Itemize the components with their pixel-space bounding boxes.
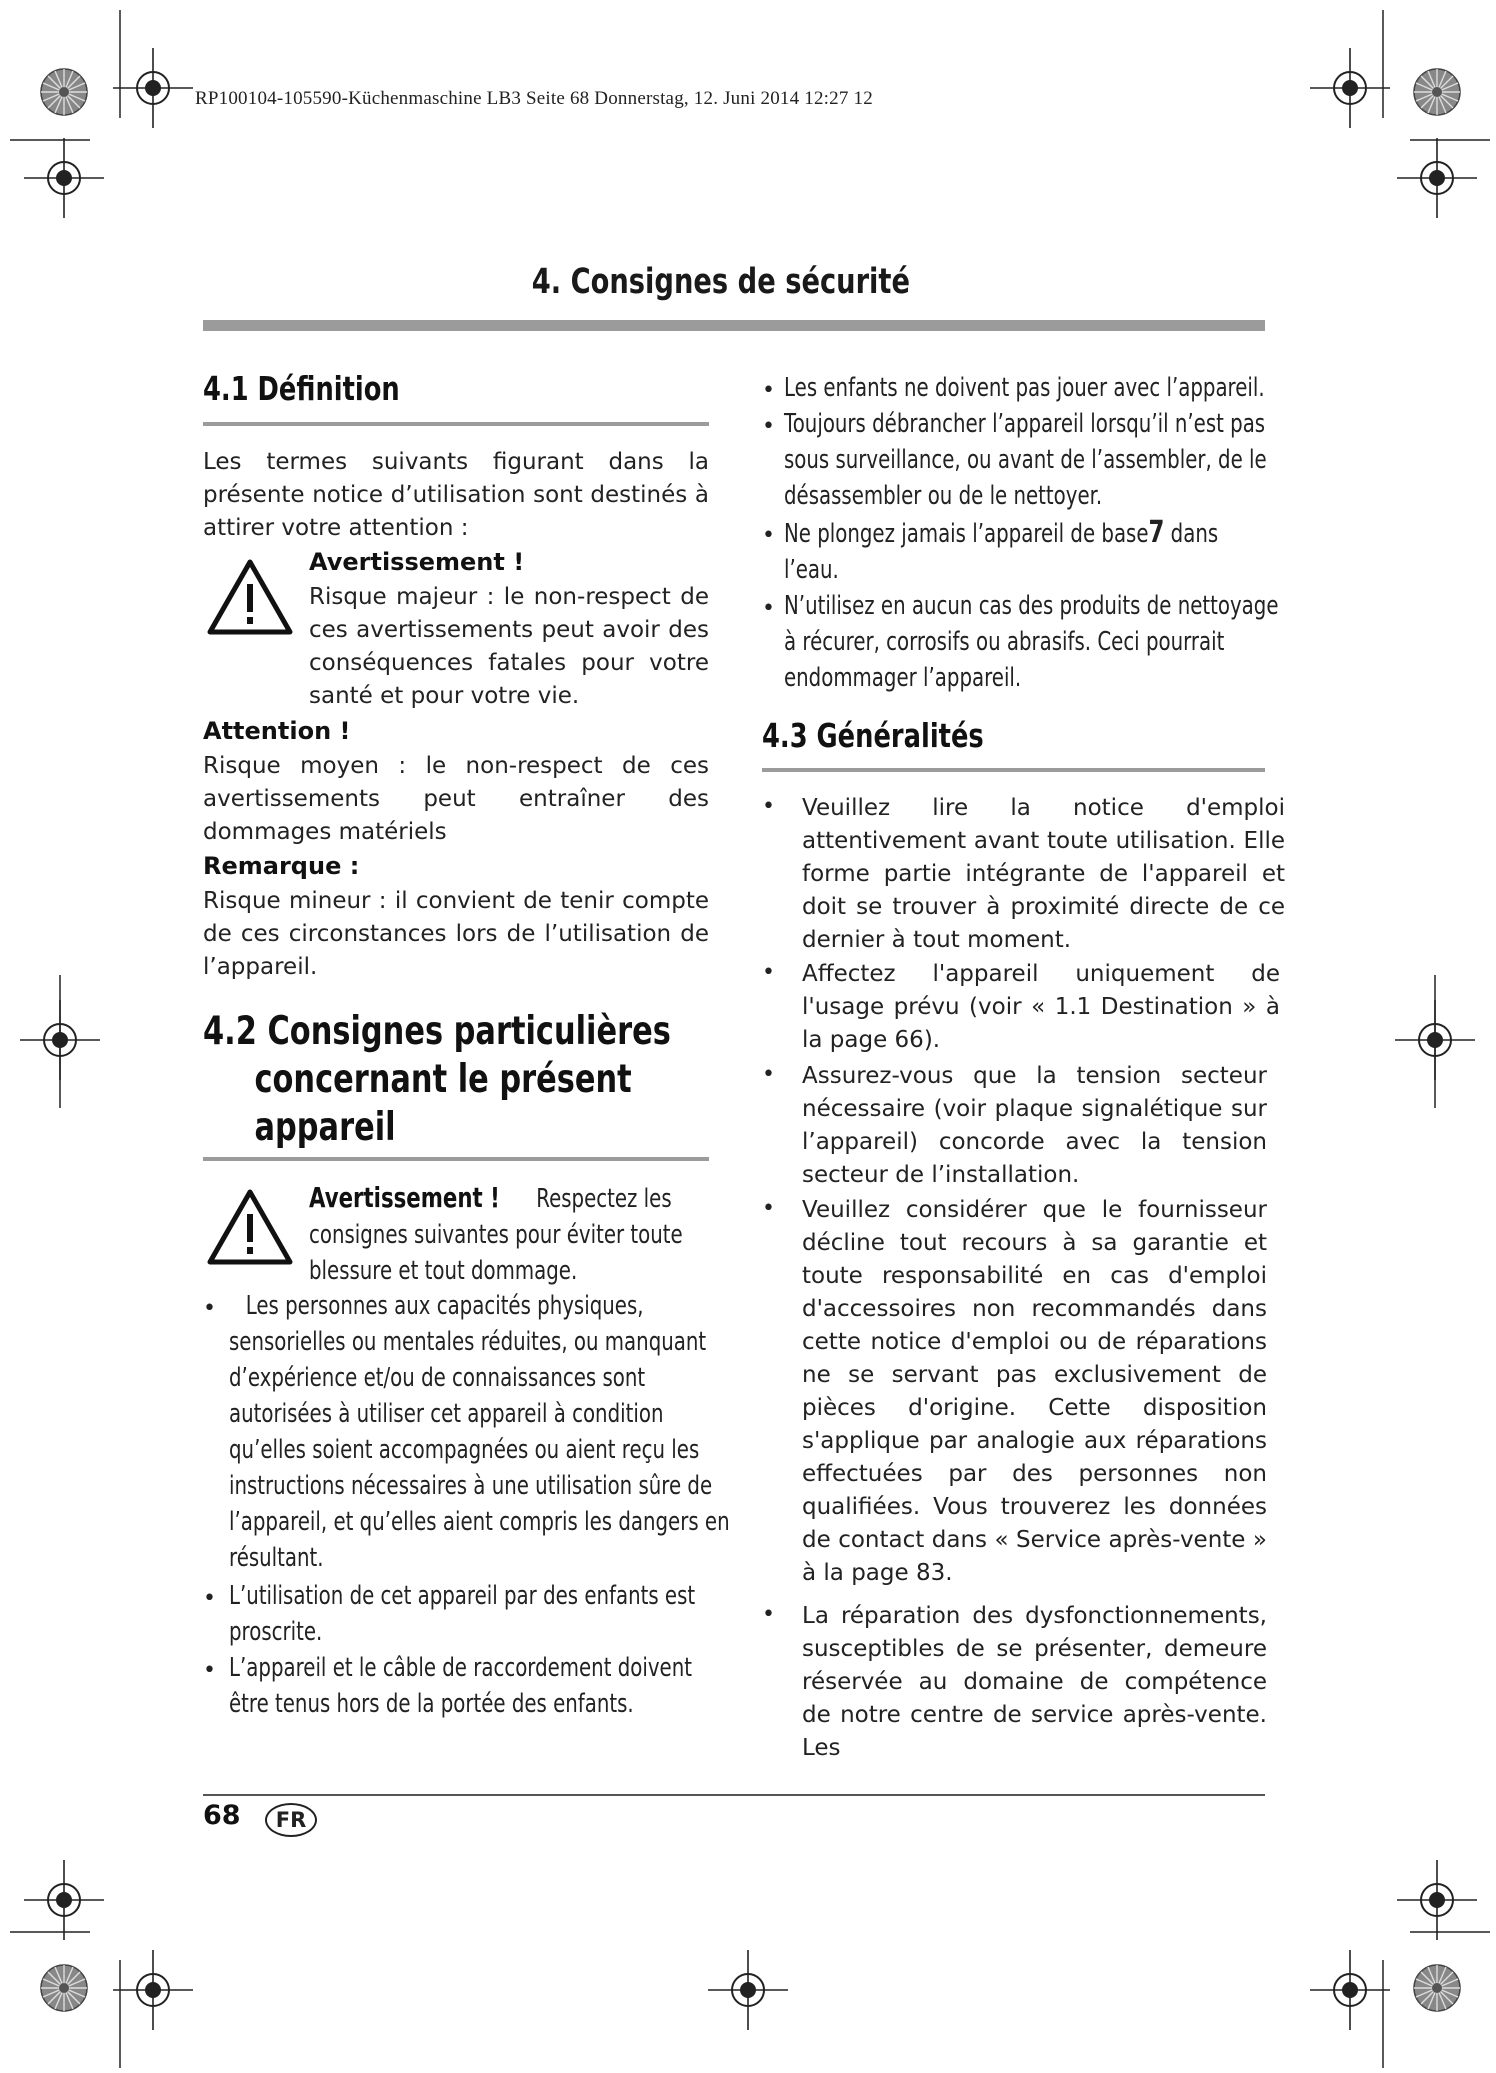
bullet-icon: • bbox=[203, 1586, 216, 1611]
section-4-2-title bbox=[203, 1008, 671, 1152]
registration-mark-icon bbox=[1397, 1860, 1477, 1940]
registration-mark-icon bbox=[1395, 1000, 1475, 1080]
section-4-2-title-line2: concernant le présent bbox=[254, 1057, 632, 1102]
attention-label: Attention ! bbox=[203, 717, 351, 745]
warning-line: Respectez les bbox=[536, 1184, 672, 1214]
list-item-line: d’expérience et/ou de connaissances sont bbox=[229, 1363, 646, 1393]
chapter-title: 4. Consignes de sécurité bbox=[531, 262, 910, 302]
list-item-line: L’appareil et le câble de raccordement doivent bbox=[229, 1653, 692, 1683]
section-4-3-title: 4.3 Généralités bbox=[762, 716, 984, 755]
list-item-line: proscrite. bbox=[229, 1617, 323, 1647]
section-4-1-intro: Les termes suivants figurant dans la présente notice d’utilisation sont destinés à attirer votre attention : bbox=[203, 449, 709, 541]
warning-text: Risque majeur : le non-respect de ces avertissements peut avoir des conséquences fatales pour votre santé et pour votre vie. bbox=[309, 584, 709, 709]
list-item-line: dans bbox=[1164, 519, 1219, 549]
warning-triangle-icon bbox=[206, 558, 294, 636]
bullet-icon: • bbox=[762, 1062, 775, 1087]
bullet-icon: • bbox=[762, 378, 775, 403]
chapter-rule bbox=[203, 320, 1265, 331]
list-item-line: L’utilisation de cet appareil par des enfants est bbox=[229, 1581, 696, 1611]
list-item: Veuillez lire la notice d'emploi attentivement avant toute utilisation. Elle forme partie intégrante de l'appareil et doit se trouver à proximité directe de ce dernier à tout moment. bbox=[802, 795, 1285, 953]
section-4-3-rule bbox=[762, 768, 1265, 772]
list-item-line: N’utilisez en aucun cas des produits de nettoyage bbox=[784, 591, 1279, 621]
warning-line: blessure et tout dommage. bbox=[309, 1256, 578, 1286]
bullet-icon: • bbox=[762, 414, 775, 439]
list-item-line: qu’elles soient accompagnées ou aient reçu les bbox=[229, 1435, 700, 1465]
registration-mark-icon bbox=[24, 1860, 104, 1940]
color-wheel-icon bbox=[41, 1965, 87, 2011]
color-wheel-icon bbox=[41, 69, 87, 115]
list-item-line: sous surveillance, ou avant de l’assembler, de le bbox=[784, 445, 1267, 475]
registration-mark-icon bbox=[24, 138, 104, 218]
language-badge: FR bbox=[265, 1803, 317, 1837]
remark-label: Remarque : bbox=[203, 852, 360, 880]
warning-line: consignes suivantes pour éviter toute bbox=[309, 1220, 683, 1250]
registration-mark-icon bbox=[113, 48, 193, 128]
list-item-line: Toujours débrancher l’appareil lorsqu’il n’est pas bbox=[784, 409, 1266, 439]
list-item bbox=[784, 588, 1278, 696]
bullet-icon: • bbox=[762, 596, 775, 621]
list-item: La réparation des dysfonctionnements, susceptibles de se présenter, demeure réservée au domaine de compétence de notre centre de service après-vente. Les bbox=[802, 1603, 1267, 1761]
registration-mark-icon bbox=[1310, 1950, 1390, 2030]
list-item-line: l’appareil, et qu’elles aient compris les dangers en bbox=[229, 1507, 730, 1537]
section-4-2-title-line1: 4.2 Consignes particulières bbox=[203, 1009, 671, 1054]
list-item bbox=[229, 1578, 695, 1650]
list-item-line: endommager l’appareil. bbox=[784, 663, 1022, 693]
registration-mark-icon bbox=[708, 1950, 788, 2030]
warning-triangle-icon bbox=[206, 1188, 294, 1266]
color-wheel-icon bbox=[1414, 1965, 1460, 2011]
registration-mark-icon bbox=[20, 1000, 100, 1080]
list-item-line: instructions nécessaires à une utilisation sûre de bbox=[229, 1471, 713, 1501]
footer-rule bbox=[203, 1794, 1265, 1796]
bullet-icon: • bbox=[762, 794, 775, 819]
list-item bbox=[229, 1650, 692, 1722]
list-item-line: l’eau. bbox=[784, 555, 839, 585]
list-item-line: autorisées à utiliser cet appareil à condition bbox=[229, 1399, 664, 1429]
bullet-icon: • bbox=[762, 1196, 775, 1221]
print-header: RP100104-105590-Küchenmaschine LB3 Seite 68 Donnerstag, 12. Juni 2014 12:27 12 bbox=[195, 88, 873, 109]
list-item bbox=[784, 406, 1267, 514]
section-4-2-warning bbox=[309, 1180, 683, 1289]
list-item: Affectez l'appareil uniquement de l'usage prévu (voir « 1.1 Destination » à la page 66). bbox=[802, 961, 1280, 1053]
registration-mark-icon bbox=[113, 1950, 193, 2030]
list-item-line: Ne plongez jamais l’appareil de base bbox=[784, 519, 1149, 549]
part-reference-number: 7 bbox=[1148, 515, 1165, 550]
bullet-icon: • bbox=[203, 1296, 216, 1321]
list-item-line: Les personnes aux capacités physiques, bbox=[245, 1291, 644, 1321]
list-item bbox=[784, 370, 1265, 406]
list-item-line: à récurer, corrosifs ou abrasifs. Ceci pourrait bbox=[784, 627, 1225, 657]
bullet-icon: • bbox=[762, 960, 775, 985]
registration-mark-icon bbox=[1397, 138, 1477, 218]
registration-mark-icon bbox=[1310, 48, 1390, 128]
color-wheel-icon bbox=[1414, 69, 1460, 115]
section-4-2-warning-label: Avertissement ! bbox=[309, 1181, 500, 1214]
bullet-icon: • bbox=[762, 523, 775, 548]
list-item: Veuillez considérer que le fournisseur décline tout recours à sa garantie et toute responsabilité en cas d'emploi d'accessoires non recommandés dans cette notice d'emploi ou de réparations ne se servant pas exclusivement de pièces d'origine. Cette disposition s'applique par analogie aux réparations effectuées par des personnes non qualifiées. Vous trouverez les données de contact dans « Service après-vente » à la page 83. bbox=[802, 1197, 1267, 1586]
section-4-1-rule bbox=[203, 422, 709, 426]
warning-label: Avertissement ! bbox=[309, 548, 525, 576]
page-number: 68 bbox=[203, 1800, 241, 1831]
list-item-line: être tenus hors de la portée des enfants. bbox=[229, 1689, 634, 1719]
list-item-line: désassembler ou de le nettoyer. bbox=[784, 481, 1103, 511]
list-item: Assurez-vous que la tension secteur nécessaire (voir plaque signalétique sur l’appareil) concorde avec la tension secteur de l’installation. bbox=[802, 1063, 1267, 1188]
section-4-1-title: 4.1 Définition bbox=[203, 369, 400, 408]
section-4-2-title-line3: appareil bbox=[254, 1105, 396, 1150]
list-item-line: Les enfants ne doivent pas jouer avec l’appareil. bbox=[784, 373, 1265, 403]
list-item bbox=[229, 1288, 730, 1576]
list-item-line: résultant. bbox=[229, 1543, 324, 1573]
bullet-icon: • bbox=[762, 1602, 775, 1627]
list-item bbox=[784, 515, 1218, 588]
remark-text: Risque mineur : il convient de tenir compte de ces circonstances lors de l’utilisation de l’appareil. bbox=[203, 888, 709, 980]
list-item-line: sensorielles ou mentales réduites, ou manquant bbox=[229, 1327, 707, 1357]
attention-text: Risque moyen : le non-respect de ces avertissements peut entraîner des dommages matériels bbox=[203, 753, 709, 845]
section-4-2-rule bbox=[203, 1157, 709, 1161]
bullet-icon: • bbox=[203, 1658, 216, 1683]
